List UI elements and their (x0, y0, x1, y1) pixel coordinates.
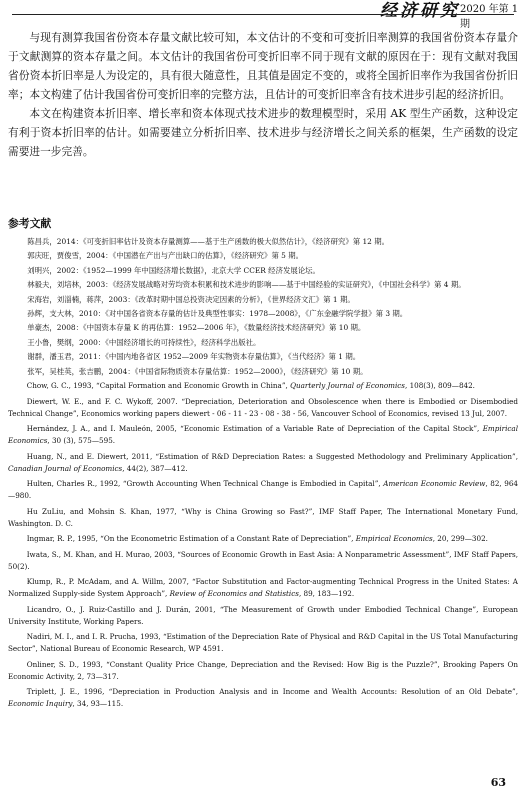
reference-item: 刘明兴，2002：《1952—1999 年中国经济增长数据》，北京大学 CCER 经济发展论坛。 (27, 265, 320, 275)
issue-label: 2020 年第 1 期 (460, 4, 519, 30)
reference-item: 宋海岩，刘淄楠，蒋萍，2003：《改革时期中国总投资决定因素的分析》，《世界经济文汇》第 1 期。 (27, 294, 355, 304)
reference-item: Klump, R., P. McAdam, and A. Willm, 2007, “Factor Substitution and Factor-augmenting Technical Progress in the United States: A Normalized Supply-side System Approach”, Review of Economics and Statistics, 89, 183—192. (8, 577, 518, 599)
page-number: 63 (490, 776, 506, 789)
reference-item: Chow, G. C., 1993, “Capital Formation and Economic Growth in China”, Quarterly Journal of Economics, 108(3), 809—842. (26, 381, 475, 391)
reference-item: Hulten, Charles R., 1992, “Growth Accounting When Technical Change is Embodied in Capital”, American Economic Review, 82, 964—980. (8, 479, 518, 501)
journal-name: Review of Economics and Statistics (169, 589, 299, 599)
reference-item: 郭庆旺，贾俊雪，2004：《中国潜在产出与产出缺口的估算》，《经济研究》第 5 期。 (27, 251, 304, 261)
journal-name: Economic Inquiry (8, 699, 73, 709)
reference-item: Triplett, J. E., 1996, “Depreciation in Production Analysis and in Income and Wealth Accounts: Resolution of an Old Debate”, Economic Inquiry, 34, 93—115. (8, 687, 518, 709)
reference-item: Ingmar, R. P., 1995, “On the Econometric Estimation of a Constant Rate of Depreciation”, Empirical Economics, 20, 299—302. (26, 534, 488, 544)
reference-item: Onliner, S. D., 1993, “Constant Quality Price Change, Depreciation and the Revised: How Big is the Puzzle?”, Brooking Papers On Economic Activity, 2, 73—317. (8, 659, 518, 681)
reference-item: 孙辉，支大林，2010：《对中国各省资本存量的估计及典型性事实：1978—2008》，《广东金融学院学报》第 3 期。 (27, 309, 408, 319)
body-paragraph: 与现有测算我国省份资本存量文献比较可知，本文估计的不变和可变折旧率测算的我国省份资本存量介于文献测算的资本存量之间。本文估计的我国省份可变折旧率不同于现有文献的原因在于：现有文献对我国省份资本折旧率是人为设定的，具有很大随意性，且其值是固定不变的，或将全国折旧率作为我国省份折旧率；本文构建了估计我国省份可变折旧率的完整方法，且估计的可变折旧率含有技术进步引起的经济折旧。 (8, 31, 518, 101)
journal-name: Canadian Journal of Economics (8, 463, 123, 473)
reference-item: 林毅夫，刘培林，2003：《经济发展战略对劳均资本积累和技术进步的影响——基于中国经验的实证研究》，《中国社会科学》第 4 期。 (27, 280, 466, 290)
reference-item: 陈昌兵，2014：《可变折旧率估计及资本存量测算——基于生产函数的极大似然估计》，《经济研究》第 12 期。 (27, 237, 390, 246)
reference-item: Nadiri, M. I., and I. R. Prucha, 1993, “Estimation of the Depreciation Rate of Physical and R&D Capital in the US Total Manufacturing Sector”, National Bureau of Economic Research, WP 4591. (8, 632, 518, 654)
reference-item: Iwata, S., M. Khan, and H. Murao, 2003, “Sources of Economic Growth in East Asia: A Nonparametric Assessment”, IMF Staff Papers, 50(2). (8, 549, 518, 571)
reference-item: Huang, N., and E. Diewert, 2011, “Estimation of R&D Depreciation Rates: a Suggested Methodology and Preliminary Application”, Canadian Journal of Economics, 44(2), 387—412. (8, 451, 518, 473)
journal-name: Quarterly Journal of Economics (290, 381, 405, 391)
journal-name: Empirical Economics (8, 424, 518, 446)
header-rule (12, 14, 514, 15)
reference-item: Hu ZuLiu, and Mohsin S. Khan, 1977, “Why is China Growing so Fast?”, IMF Staff Paper, The International Monetary Fund, Washington. D. C. (8, 506, 518, 528)
reference-item: 谢群，潘玉君，2011：《中国内地各省区 1952—2009 年实物资本存量估算》，《当代经济》第 1 期。 (27, 352, 361, 362)
body-paragraph: 本文在构建资本折旧率、增长率和资本体现式技术进步的数理模型时，采用 AK 型生产函数，这种设定有利于资本折旧率的估计。如需要建立分析折旧率、技术进步与经济增长之间关系的框架，生产函数的设定需要进一步完善。 (8, 107, 518, 158)
reference-item: 单豪杰，2008：《中国资本存量 K 的再估算：1952—2006 年》，《数量经济技术经济研究》第 10 期。 (27, 323, 366, 333)
reference-item: Licandro, O., J. Ruiz-Castillo and J. Durán, 2001, “The Measurement of Growth under Embodied Technical Change”, European University Institute, Working Papers. (8, 604, 518, 626)
references-list (8, 236, 518, 714)
reference-item: 王小鲁，樊纲，2000：《中国经济增长的可持续性》，经济科学出版社。 (27, 337, 261, 347)
reference-item: 张军，吴桂英，张吉鹏，2004：《中国省际物质资本存量估算：1952—2000》，《经济研究》第 10 期。 (27, 366, 368, 376)
journal-title: 经济研究 (380, 1, 460, 21)
journal-name: American Economic Review (383, 479, 486, 489)
references-heading: 参考文献 (8, 217, 52, 230)
body-text (8, 28, 518, 161)
reference-item: Diewert, W. E., and F. C. Wykoff, 2007. “Depreciation, Deterioration and Obsolescence when there is Embodied or Disembodied Technical Change”, Economics working papers diewert - 06 - 11 - 23 - 08 - 38 - 56, Vancouver School of Economics, revised 13 Jul, 2007. (8, 396, 518, 418)
reference-item: Hernández, J. A., and I. Mauleón, 2005, “Economic Estimation of a Variable Rate of Depreciation of the Capital Stock”, Empirical Economics, 30 (3), 575—595. (8, 424, 518, 446)
page-header (0, 0, 526, 30)
journal-name: Empirical Economics (355, 534, 433, 544)
